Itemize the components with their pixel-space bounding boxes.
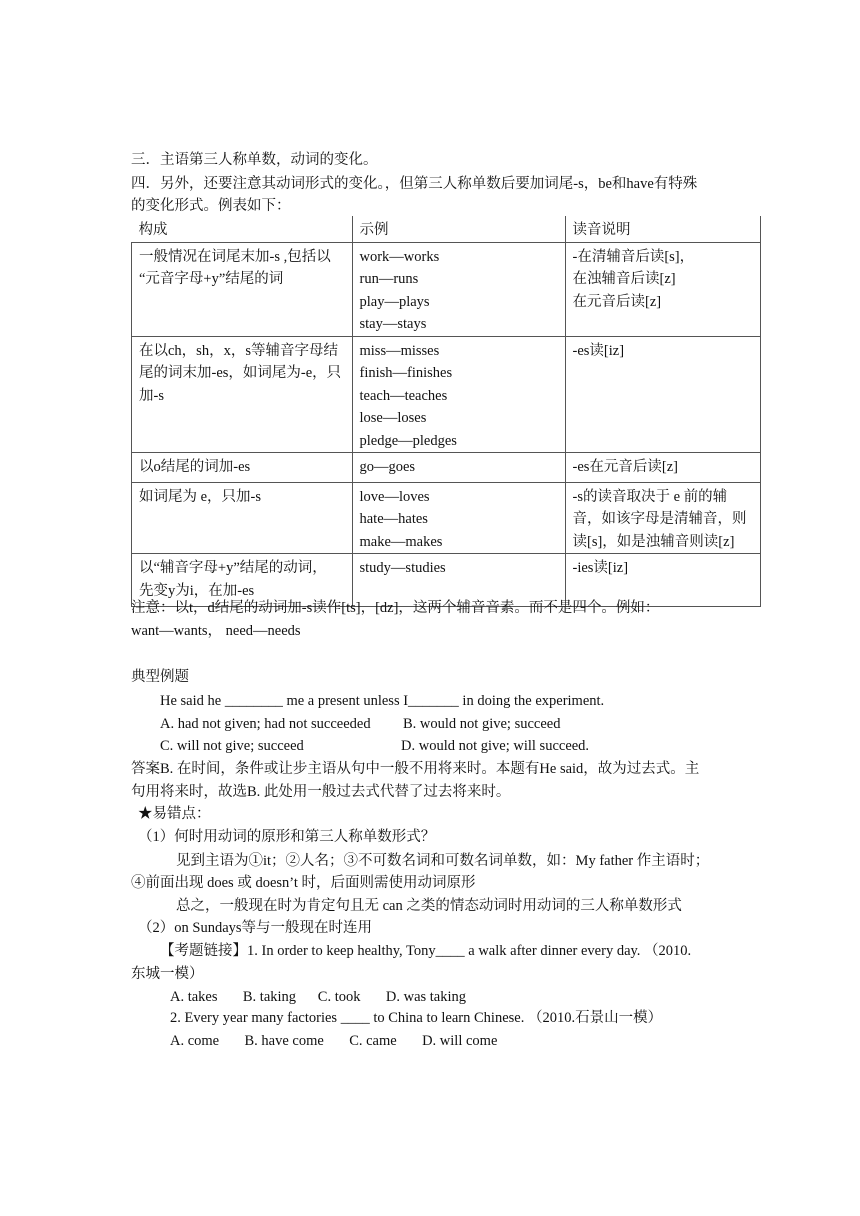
- pitfall-item-1: （1）何时用动词的原形和第三人称单数形式？: [138, 829, 436, 845]
- table-header-cell: 读音说明: [565, 216, 761, 242]
- pron-cell: [565, 482, 761, 554]
- pron-text: -在清辅音后读[s]，: [572, 248, 695, 265]
- example-section-title: 典型例题: [131, 669, 189, 685]
- rule-text: “元音字母+y”结尾的词: [139, 271, 284, 287]
- example-cell: [352, 453, 565, 483]
- answer-line-1: 答案B. 在时间，条件或让步主语从句中一般不用将来时。本题有He said，故为过去式。主: [131, 761, 700, 777]
- example-text: run—runs: [359, 271, 419, 287]
- exam-link-q2-options: A. come B. have come C. came D. will come: [170, 1033, 498, 1049]
- example-text: lose—loses: [359, 410, 427, 426]
- example-text: work—works: [359, 248, 440, 265]
- table-row: [132, 453, 761, 483]
- pron-text: 在浊辅音后读[z]: [572, 271, 676, 287]
- example-text: teach—teaches: [359, 387, 448, 404]
- rule-cell: [132, 482, 353, 554]
- pron-text: -ies读[iz]: [572, 560, 629, 576]
- intro-line-1: 三．主语第三人称单数，动词的变化。: [131, 152, 378, 168]
- rule-text: 加-s: [139, 387, 164, 404]
- table-row: [132, 482, 761, 554]
- rule-cell: [132, 336, 353, 453]
- example-text: go—goes: [359, 459, 416, 475]
- table-header-cell: 构成: [132, 216, 353, 242]
- pron-text: -es读[iz]: [572, 342, 625, 359]
- exam-link-q2: 2. Every year many factories ____ to China to learn Chinese. （2010.石景山一模）: [170, 1010, 663, 1026]
- example-text: finish—finishes: [359, 365, 453, 381]
- rule-text: 在以ch，sh，x，s等辅音字母结: [139, 342, 338, 359]
- table-header-cell: 示例: [352, 216, 565, 242]
- pitfall-item-2: （2）on Sundays等与一般现在时连用: [138, 920, 373, 936]
- pron-text: 读[s]，如是浊辅音则读[z]: [572, 533, 735, 550]
- pron-cell: [565, 453, 761, 483]
- pitfall-item-1-detail: 见到主语为①it；②人名；③不可数名词和可数名词单数，如：My father 作主语时；: [176, 853, 710, 869]
- intro-line-3: 的变化形式。例表如下：: [131, 198, 291, 214]
- example-question: He said he ________ me a present unless I_______ in doing the experiment.: [160, 693, 605, 709]
- rule-text: 以“辅音字母+y”结尾的动词，: [139, 560, 327, 576]
- pron-text: -es在元音后读[z]: [572, 459, 678, 475]
- example-cell: [352, 242, 565, 336]
- example-text: stay—stays: [359, 316, 427, 332]
- option-c: C. will not give; succeed: [160, 738, 304, 754]
- rule-text: 先变y为i，在加-es: [139, 582, 255, 599]
- answer-line-2: 句用将来时，故选B. 此处用一般过去式代替了过去将来时。: [131, 784, 511, 800]
- verb-rules-table: [131, 216, 761, 607]
- example-text: miss—misses: [359, 342, 440, 359]
- table-row: [132, 336, 761, 453]
- exam-link-q1-cont: 东城一模）: [131, 966, 204, 982]
- note-line-1: 注意：以t，d结尾的动词加-s读作[ts]，[dz]，这两个辅音音素。而不是四个。例如：: [131, 600, 660, 616]
- pron-text: 在元音后读[z]: [572, 293, 662, 310]
- option-b: B. would not give; succeed: [403, 716, 561, 732]
- table-header-row: [132, 216, 761, 242]
- pitfall-item-1-summary: 总之，一般现在时为肯定句且无 can 之类的情态动词时用动词的三人称单数形式: [176, 898, 682, 914]
- example-text: play—plays: [359, 293, 430, 310]
- exam-link-q1: 【考题链接】1. In order to keep healthy, Tony____ a walk after dinner every day. （2010.: [160, 943, 692, 959]
- pron-text: -s的读音取决于 e 前的辅: [572, 488, 728, 505]
- example-cell: [352, 482, 565, 554]
- rule-text: 尾的词末加-es，如词尾为-e，只: [139, 365, 342, 381]
- example-text: love—loves: [359, 488, 430, 505]
- example-text: hate—hates: [359, 511, 428, 527]
- example-text: make—makes: [359, 533, 443, 550]
- option-d: D. would not give; will succeed.: [401, 738, 590, 754]
- pitfalls-title: ★易错点：: [138, 806, 211, 822]
- rule-text: 一般情况在词尾末加-s ,包括以: [139, 248, 331, 265]
- option-a: A. had not given; had not succeeded: [160, 716, 371, 732]
- example-text: study—studies: [359, 560, 446, 576]
- rule-cell: [132, 242, 353, 336]
- example-text: pledge—pledges: [359, 432, 457, 449]
- example-cell: [352, 336, 565, 453]
- rule-text: 如词尾为 e，只加-s: [139, 488, 262, 505]
- exam-link-q1-options: A. takes B. taking C. took D. was taking: [170, 989, 467, 1005]
- pron-text: 音，如该字母是清辅音，则: [572, 511, 747, 527]
- rule-text: 以o结尾的词加-es: [139, 459, 251, 475]
- note-line-2: want—wants， need—needs: [131, 623, 301, 639]
- intro-line-2: 四．另外，还要注意其动词形式的变化。，但第三人称单数后要加词尾-s，be和have有特殊: [131, 176, 698, 192]
- pron-cell: [565, 242, 761, 336]
- pron-cell: [565, 336, 761, 453]
- pitfall-item-1-detail: ④前面出现 does 或 doesn’t 时，后面则需使用动词原形: [131, 875, 476, 891]
- table-row: [132, 242, 761, 336]
- rule-cell: [132, 453, 353, 483]
